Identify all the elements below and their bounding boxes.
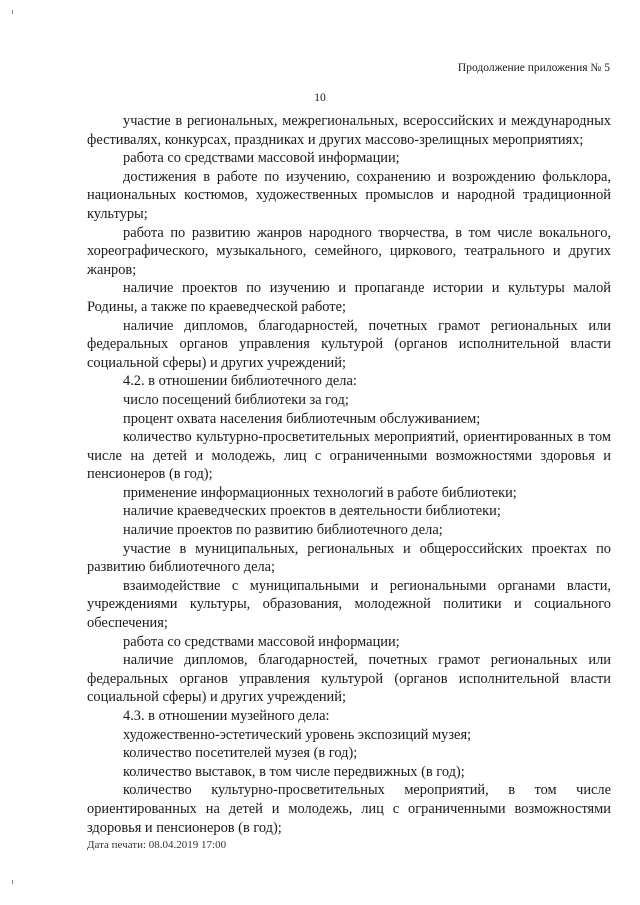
section-heading: 4.2. в отношении библиотечного дела: (123, 373, 357, 390)
scan-mark-top (12, 10, 13, 14)
paragraph: участие в региональных, межрегиональных, всероссийских и международных фестивалях, конкурсах, праздниках и других массово-зрелищных мероприятиях; (87, 113, 611, 148)
scan-mark-bottom (12, 880, 13, 884)
paragraph: применение информационных технологий в работе библиотеки; (123, 484, 517, 501)
paragraph: количество посетителей музея (в год); (123, 745, 358, 762)
paragraph: наличие дипломов, благодарностей, почетных грамот региональных или федеральных органов управления культурой (органов исполнительной власти социальной сферы) и других учреждений; (87, 317, 611, 371)
paragraph: процент охвата населения библиотечным обслуживанием; (123, 410, 481, 427)
paragraph: количество культурно-просветительных мероприятий, ориентированных в том числе на детей и молодежь, лиц с ограниченными возможностями здоровья и пенсионеров (в год); (87, 429, 611, 483)
paragraph: количество культурно-просветительных мероприятий, в том числе ориентированных на детей и молодежь, лиц с ограниченными возможностями здоровья и пенсионеров (в год); (87, 782, 611, 836)
paragraph: наличие дипломов, благодарностей, почетных грамот региональных или федеральных органов управления культурой (органов исполнительной власти социальной сферы) и других учреждений; (87, 652, 611, 706)
paragraph: взаимодействие с муниципальными и региональными органами власти, учреждениями культуры, образования, молодежной политики и социального обеспечения; (87, 577, 611, 632)
paragraph: работа по развитию жанров народного творчества, в том числе вокального, хореографического, музыкального, семейного, циркового, театрального и других жанров; (87, 224, 611, 278)
print-date: Дата печати: 08.04.2019 17:00 (87, 839, 227, 851)
paragraph: наличие проектов по развитию библиотечного дела; (123, 522, 443, 539)
paragraph: художественно-эстетический уровень экспозиций музея; (123, 726, 472, 743)
paragraph: работа со средствами массовой информации; (123, 150, 400, 167)
section-heading: 4.3. в отношении музейного дела: (123, 708, 330, 724)
paragraph: работа со средствами массовой информации; (123, 633, 400, 650)
paragraph: число посещений библиотеки за год; (123, 391, 349, 408)
document-body (87, 112, 611, 837)
paragraph: наличие проектов по изучению и пропаганде истории и культуры малой Родины, а также по краеведческой работе; (87, 280, 611, 315)
paragraph: достижения в работе по изучению, сохранению и возрождению фольклора, национальных костюмов, художественных промыслов и народной традиционной культуры; (87, 168, 611, 222)
appendix-note: Продолжение приложения № 5 (457, 62, 610, 74)
paragraph: количество выставок, в том числе передвижных (в год); (123, 763, 465, 780)
paragraph: наличие краеведческих проектов в деятельности библиотеки; (123, 503, 501, 520)
paragraph: участие в муниципальных, региональных и общероссийских проектах по развитию библиотечного дела; (87, 540, 611, 576)
page-number: 10 (314, 92, 326, 104)
